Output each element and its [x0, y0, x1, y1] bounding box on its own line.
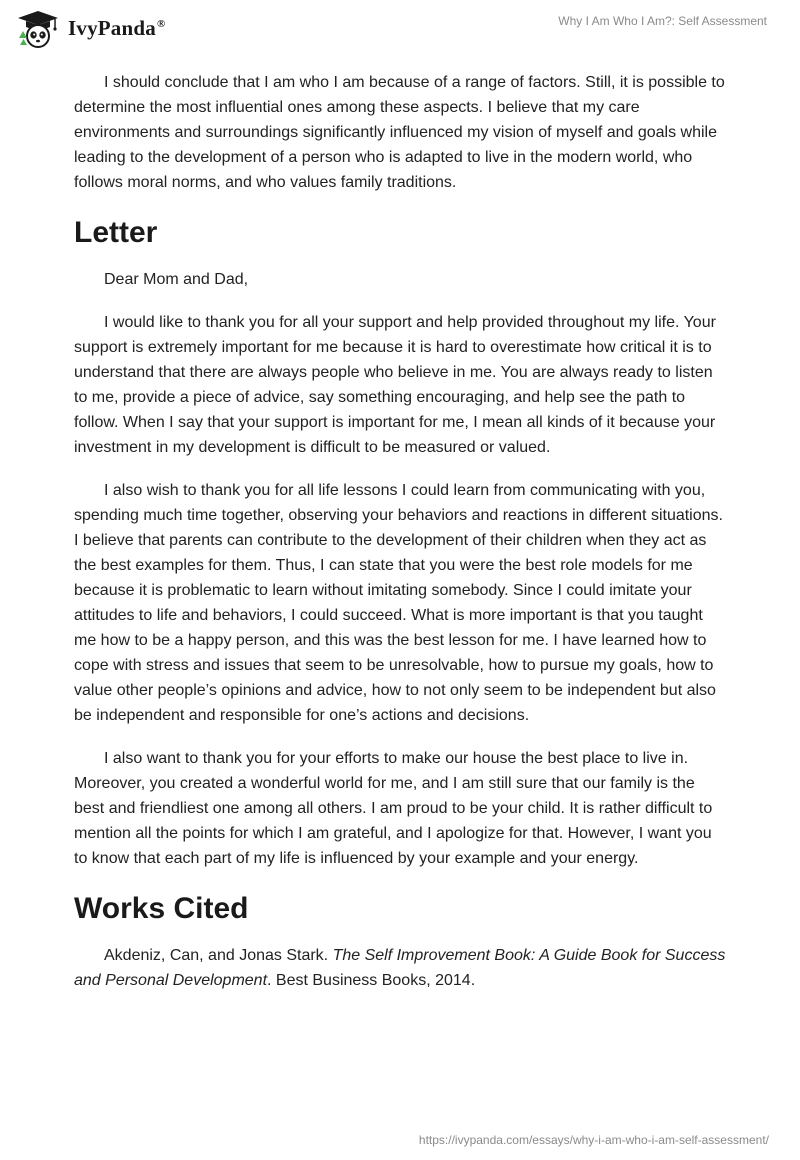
citation-authors: Akdeniz, Can, and Jonas Stark.: [104, 947, 333, 964]
letter-greeting: Dear Mom and Dad,: [104, 271, 249, 288]
source-url[interactable]: https://ivypanda.com/essays/why-i-am-who-i-am-self-assessment/: [418, 1133, 769, 1147]
ivypanda-logo[interactable]: [14, 8, 165, 48]
letter-paragraph: I would like to thank you for all your support and help provided throughout my life. Your support is extremely important for me because it is hard to overestimate how critical it is to understand that there are always people who believe in me. You are always ready to listen to me, provide a piece of advice, say something encouraging, and help see the path to follow. When I say that your support is important for me, I mean all kinds of it because your investment in my development is difficult to be measured or valued.: [74, 314, 716, 456]
panda-graduation-cap-icon: [14, 8, 62, 48]
letter-heading: Letter: [74, 216, 158, 249]
letter-paragraph: I also wish to thank you for all life lessons I could learn from communicating with you, spending much time together, observing your behaviors and reactions in different situations. I believe that parents can contribute to the development of their children when they act as the best examples for them. Thus, I can state that you were the best role models for me because it is problematic to learn without imitating somebody. Since I could imitate your attitudes to life and behaviors, I could succeed. What is more important is that you taught me how to be a happy person, and this was the best lesson for me. I have learned how to cope with stress and issues that seem to be unresolvable, how to pursue my goals, how to value other people’s opinions and advice, how to not only seem to be independent but also be independent and responsible for one’s actions and decisions.: [74, 482, 723, 724]
intro-paragraph: I should conclude that I am who I am because of a range of factors. Still, it is possible to determine the most influential ones among these aspects. I believe that my care environments and surroundings significantly influenced my vision of myself and goals while leading to the development of a person who is adapted to live in the modern world, who follows moral norms, and who values family traditions.: [74, 74, 725, 191]
citation-entry: [74, 943, 726, 993]
works-cited-heading: Works Cited: [74, 892, 249, 925]
essay-content: [74, 70, 726, 1011]
letter-paragraph: I also want to thank you for your efforts to make our house the best place to live in. Moreover, you created a wonderful world for me, and I am still sure that our family is the best and friendliest one among all others. I am proud to be your child. It is rather difficult to mention all the points for which I am grateful, and I apologize for that. However, I want you to know that each part of my life is influenced by your example and your energy.: [74, 750, 713, 867]
document-title: Why I Am Who I Am?: Self Assessment: [558, 14, 767, 28]
brand-name: IvyPanda®: [68, 15, 166, 40]
page-header: [0, 0, 800, 60]
citation-title: The Self Improvement Book: A Guide Book for Success and Personal Development: [74, 947, 726, 989]
citation-publisher: . Best Business Books, 2014.: [267, 972, 476, 989]
